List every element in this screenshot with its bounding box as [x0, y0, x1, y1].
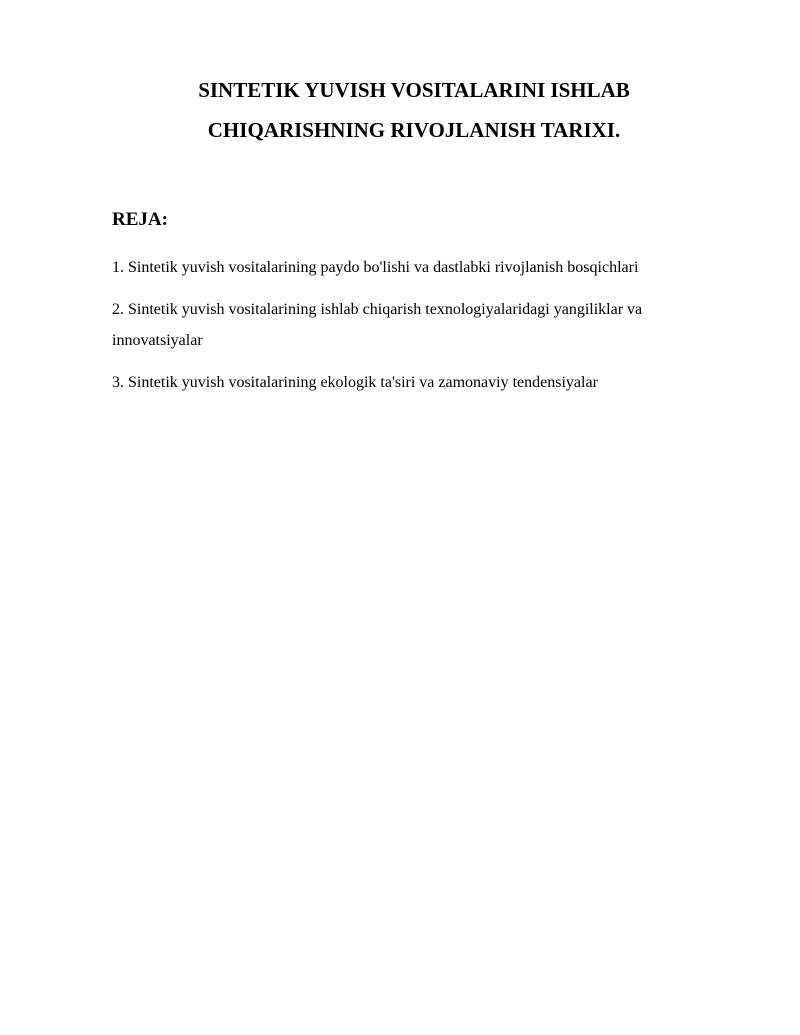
document-title-line-2: CHIQARISHNING RIVOJLANISH TARIXI. [207, 118, 621, 142]
plan-heading: REJA: [112, 209, 168, 230]
plan-item-2: 2. Sintetik yuvish vositalarining ishlab chiqarish texnologiyalaridagi yangiliklar va innovatsiyalar [112, 301, 643, 349]
plan-list [112, 252, 732, 409]
document-title-line-1: SINTETIK YUVISH VOSITALARINI ISHLAB [198, 78, 630, 102]
plan-item-1: 1. Sintetik yuvish vositalarining paydo bo'lishi va dastlabki rivojlanish bosqichlari [112, 259, 639, 276]
document-title [112, 70, 716, 150]
plan-item-3: 3. Sintetik yuvish vositalarining ekologik ta'siri va zamonaviy tendensiyalar [112, 374, 598, 391]
